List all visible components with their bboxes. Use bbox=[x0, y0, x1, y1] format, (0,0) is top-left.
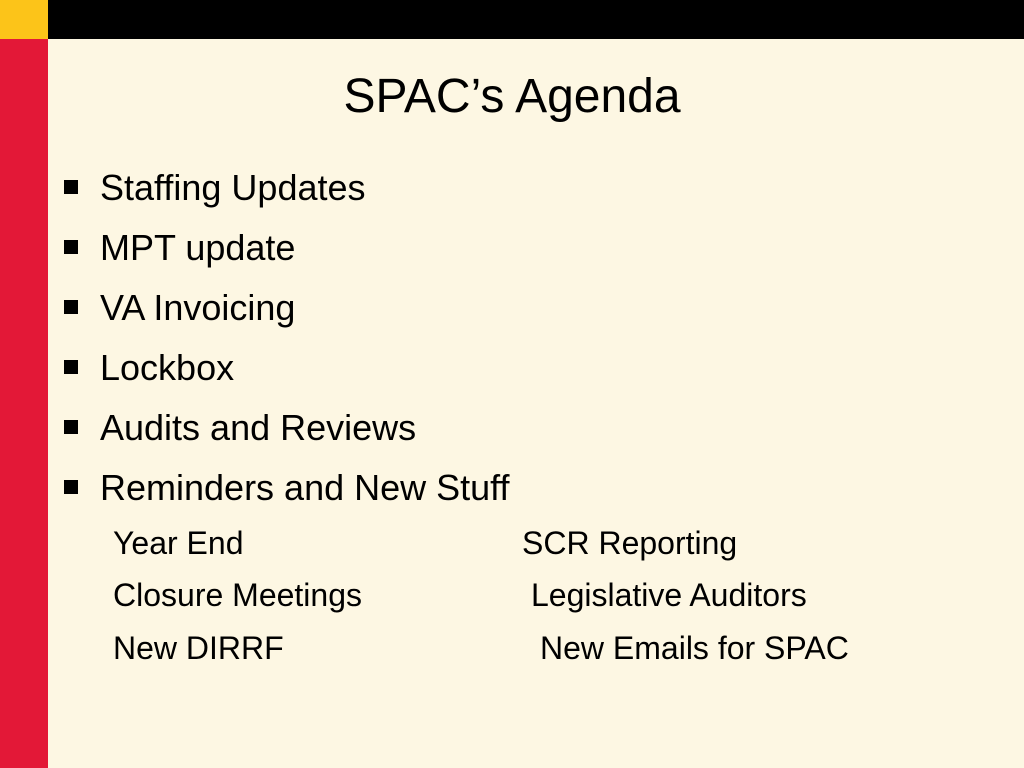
agenda-list bbox=[62, 160, 510, 520]
agenda-item-label: Reminders and New Stuff bbox=[100, 467, 510, 508]
agenda-item-audits bbox=[62, 400, 510, 460]
square-bullet-icon bbox=[64, 420, 78, 434]
sub-item-new-emails: New Emails for SPAC bbox=[540, 630, 849, 666]
agenda-item-label: Lockbox bbox=[100, 347, 235, 388]
corner-yellow-square bbox=[0, 0, 48, 39]
slide-title: SPAC’s Agenda bbox=[343, 70, 681, 123]
agenda-item-label: Audits and Reviews bbox=[100, 407, 417, 448]
square-bullet-icon bbox=[64, 480, 78, 494]
agenda-item-label: Staffing Updates bbox=[100, 167, 366, 208]
agenda-item-lockbox bbox=[62, 340, 510, 400]
sub-item-scr-reporting: SCR Reporting bbox=[522, 525, 738, 561]
agenda-item-va-invoicing bbox=[62, 280, 510, 340]
sub-item-closure-meetings: Closure Meetings bbox=[113, 577, 362, 613]
square-bullet-icon bbox=[64, 360, 78, 374]
agenda-item-label: MPT update bbox=[100, 227, 296, 268]
agenda-item-staffing bbox=[62, 160, 510, 220]
sub-item-year-end: Year End bbox=[113, 525, 244, 561]
sub-item-new-dirrf: New DIRRF bbox=[113, 630, 284, 666]
square-bullet-icon bbox=[64, 180, 78, 194]
square-bullet-icon bbox=[64, 300, 78, 314]
agenda-item-reminders bbox=[62, 460, 510, 520]
top-black-bar bbox=[0, 0, 1024, 39]
square-bullet-icon bbox=[64, 240, 78, 254]
agenda-item-label: VA Invoicing bbox=[100, 287, 296, 328]
left-red-bar bbox=[0, 39, 48, 768]
agenda-item-mpt bbox=[62, 220, 510, 280]
sub-item-legislative-auditors: Legislative Auditors bbox=[531, 577, 807, 613]
